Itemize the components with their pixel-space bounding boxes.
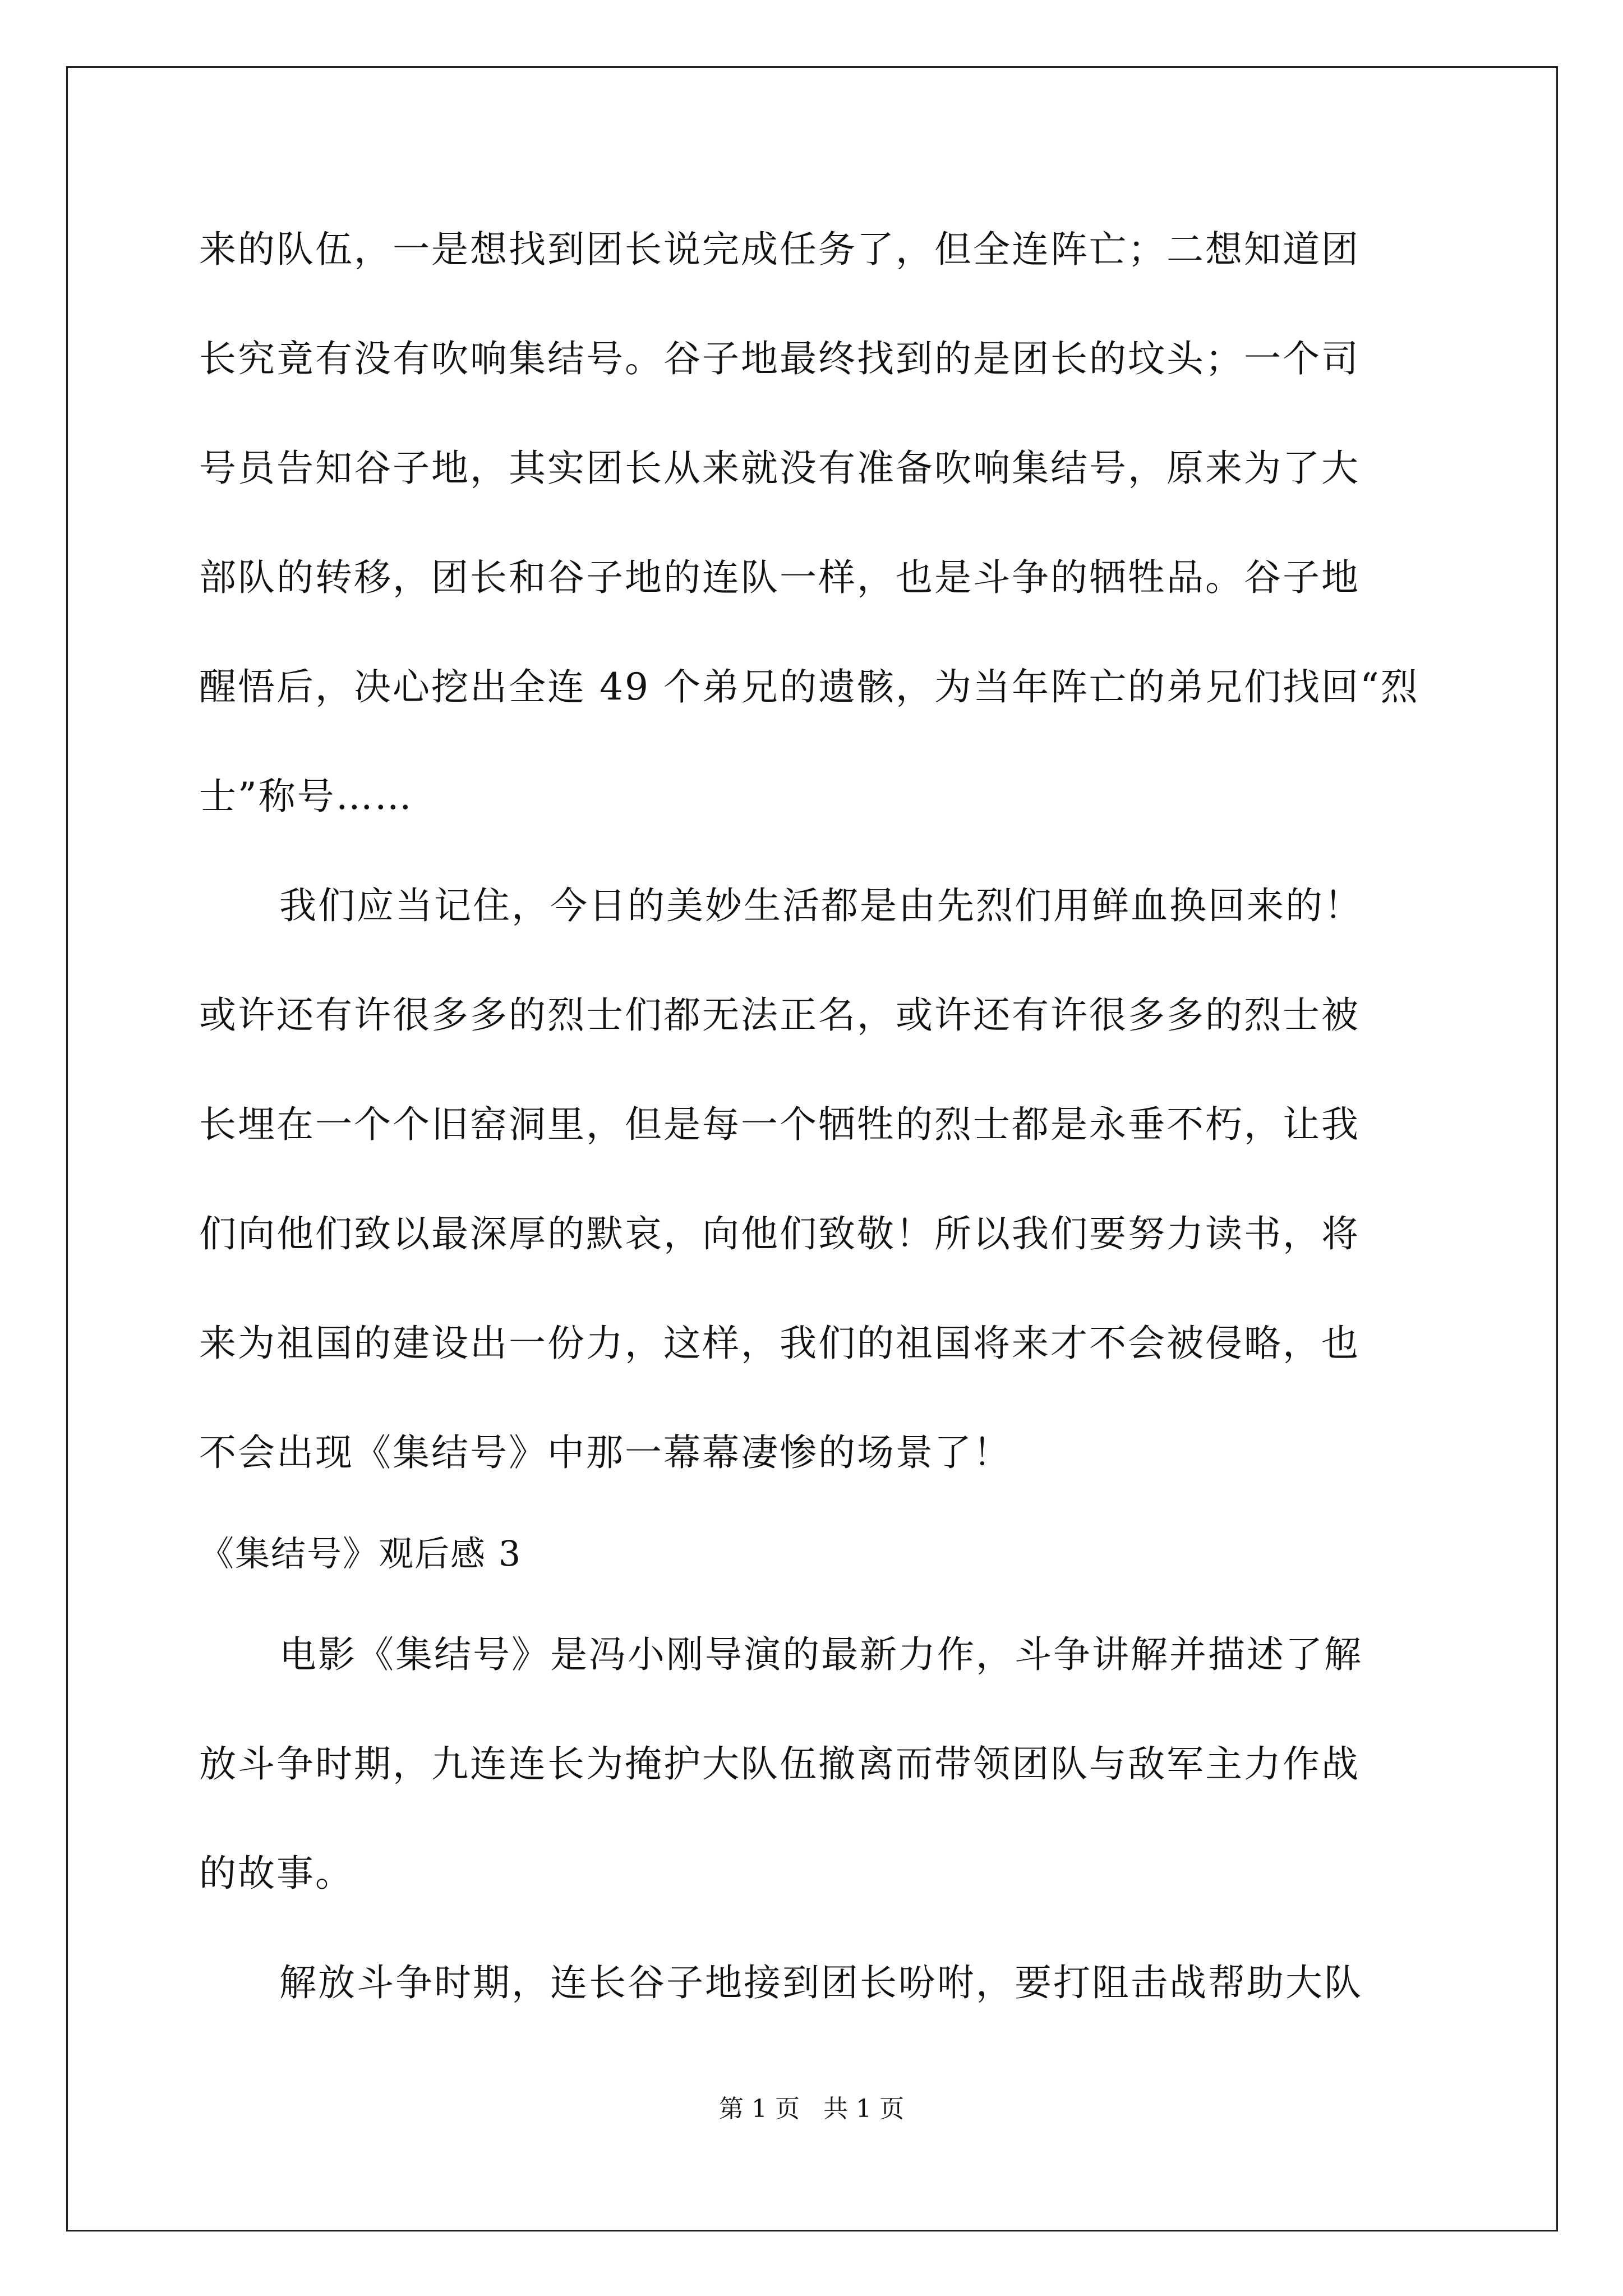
text-line: 我们应当记住，今日的美妙生活都是由先烈们用鲜血换回来的！ bbox=[279, 884, 1363, 927]
text-line: 不会出现《集结号》中那一幕幕凄惨的场景了！ bbox=[199, 1431, 1012, 1474]
text-line: 电影《集结号》是冯小刚导演的最新力作，斗争讲解并描述了解 bbox=[279, 1633, 1363, 1676]
text-line: 来为祖国的建设出一份力，这样，我们的祖国将来才不会被侵略，也 bbox=[199, 1322, 1360, 1365]
text-line: 号员告知谷子地，其实团长从来就没有准备吹响集结号，原来为了大 bbox=[199, 447, 1360, 490]
text-line: 或许还有许很多多的烈士们都无法正名，或许还有许很多多的烈士被 bbox=[199, 993, 1360, 1037]
text-line: 放斗争时期，九连连长为掩护大队伍撤离而带领团队与敌军主力作战 bbox=[199, 1742, 1360, 1786]
section-heading: 《集结号》观后感 3 bbox=[199, 1533, 522, 1574]
text-line: 士”称号…… bbox=[199, 775, 413, 818]
text-line: 们向他们致以最深厚的默哀，向他们致敬！所以我们要努力读书，将 bbox=[199, 1212, 1360, 1255]
text-line: 长究竟有没有吹响集结号。谷子地最终找到的是团长的坟头；一个司 bbox=[199, 337, 1360, 380]
text-line: 长埋在一个个旧窑洞里，但是每一个牺牲的烈士都是永垂不朽，让我 bbox=[199, 1103, 1360, 1146]
text-line: 来的队伍，一是想找到团长说完成任务了，但全连阵亡；二想知道团 bbox=[199, 228, 1360, 271]
text-line: 解放斗争时期，连长谷子地接到团长吩咐，要打阻击战帮助大队 bbox=[279, 1961, 1363, 2004]
text-line: 醒悟后，决心挖出全连 49 个弟兄的遗骸，为当年阵亡的弟兄们找回“烈 bbox=[199, 665, 1419, 708]
text-line: 部队的转移，团长和谷子地的连队一样，也是斗争的牺牲品。谷子地 bbox=[199, 556, 1360, 599]
text-line: 的故事。 bbox=[199, 1852, 354, 1895]
page-footer: 第 1 页 共 1 页 bbox=[719, 2095, 904, 2123]
